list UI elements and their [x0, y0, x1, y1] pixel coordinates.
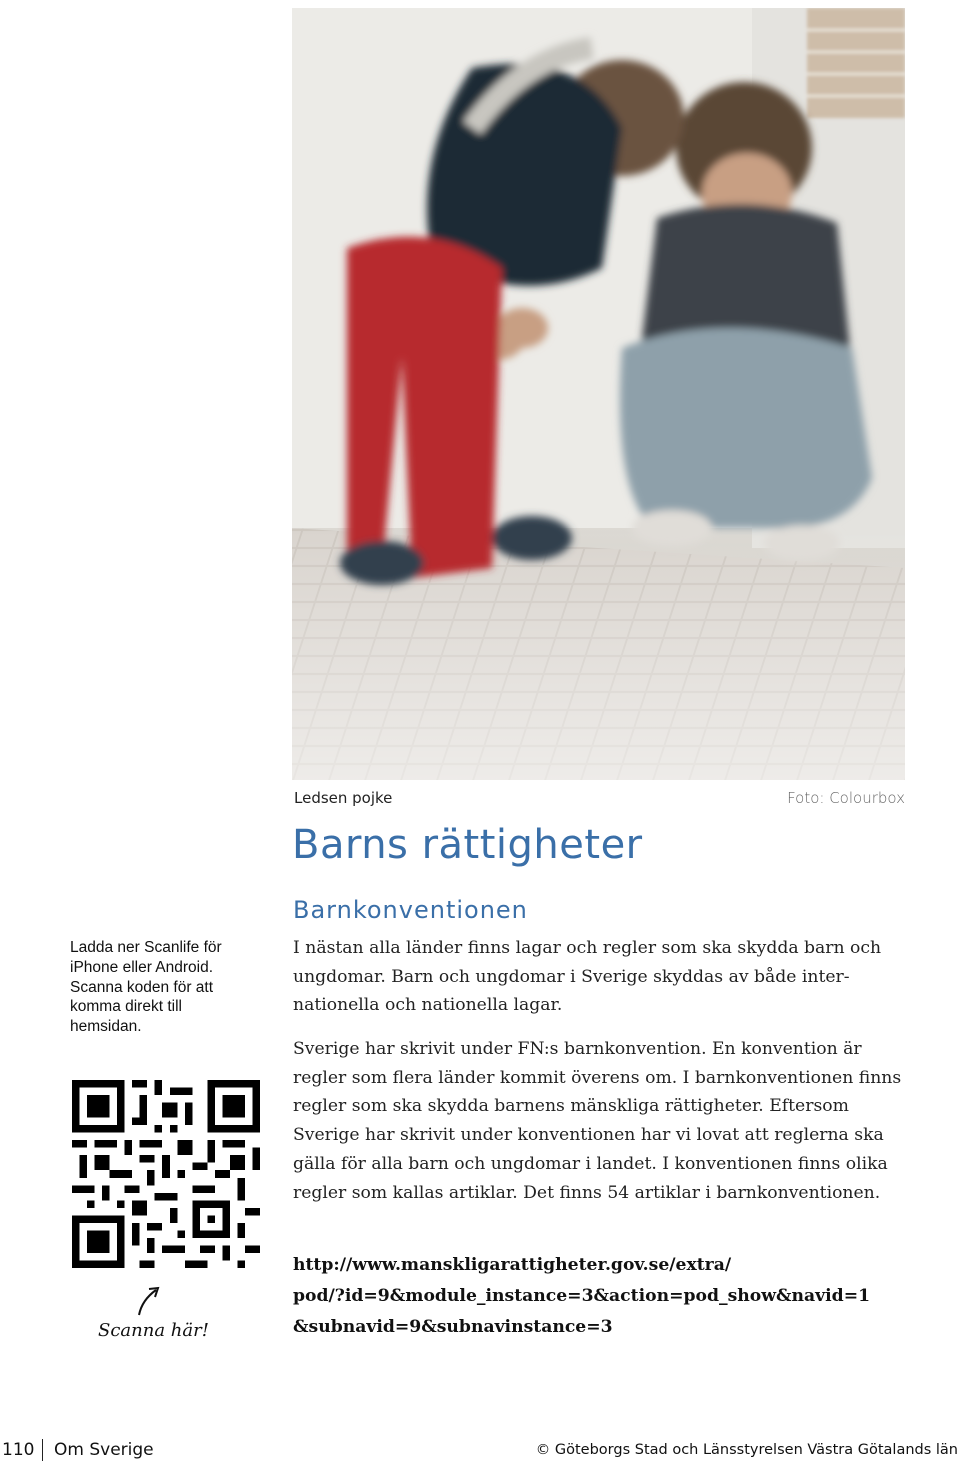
scan-here-label: Scanna här! [98, 1320, 209, 1341]
photo-credit: Foto: Colourbox [787, 789, 905, 807]
link-line-3[interactable]: &subnavid=9&subnavinstance=3 [293, 1317, 613, 1337]
qr-code-icon[interactable] [72, 1080, 260, 1268]
paragraph-intro: I nästan alla länder finns lagar och regler som ska skydda barn och ungdomar. Barn och ungdomar i Sverige skyddas av både internationella och nationella lagar. [293, 938, 882, 1016]
link-line-2[interactable]: pod/?id=9&module_instance=3&action=pod_show&navid=1 [293, 1286, 871, 1306]
qr-code-graphic [72, 1080, 260, 1268]
scan-instructions: Ladda ner Scanlife för iPhone eller Android. Scanna koden för att komma direkt till hemsidan. [70, 939, 222, 1036]
copyright-notice: © Göteborgs Stad och Länsstyrelsen Västra Götalands län [535, 1442, 958, 1458]
reference-link[interactable] [293, 1250, 913, 1343]
page-footer [0, 1436, 960, 1465]
section-title: Barnkonventionen [293, 896, 528, 924]
photo-sad-boy [292, 8, 905, 780]
paragraph-convention: Sverige har skrivit under FN:s barnkonvention. En konvention är regler som flera länder kommit överens om. I barnkonventionen finns regler som ska skydda barnens mänskliga rättigheter. Eftersom Sverige har skrivit under konventionen har vi lovat att reglerna ska gälla för alla barn och ungdomar i landet. I konventionen finns olika regler som kallas artiklar. Det finns 54 artiklar i barnkonventionen. [293, 1039, 902, 1203]
photo-illustration [292, 8, 905, 780]
photo-caption [292, 787, 905, 811]
footer-divider [42, 1439, 43, 1461]
link-line-1[interactable]: http://www.manskligarattigheter.gov.se/extra/ [293, 1255, 732, 1275]
caption-text: Ledsen pojke [294, 789, 393, 807]
page-title: Barns rättigheter [292, 822, 643, 868]
page-number: 110 [2, 1440, 35, 1460]
footer-section-name: Om Sverige [54, 1440, 154, 1460]
arrow-up-icon [134, 1282, 164, 1318]
